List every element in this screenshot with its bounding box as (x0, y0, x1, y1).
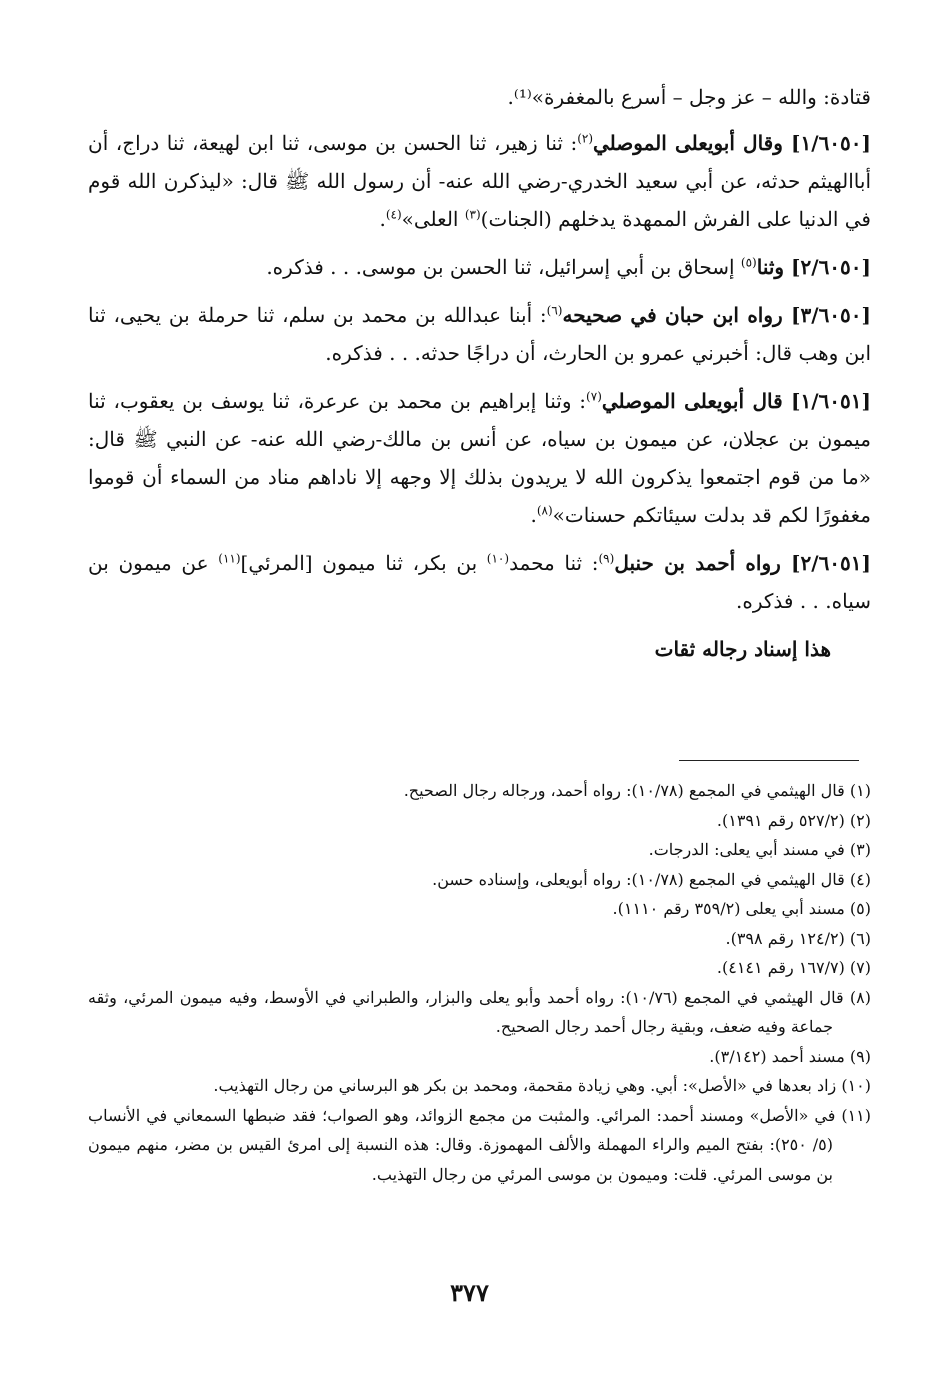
body-text: العلى» (401, 207, 465, 231)
body-text: : ثنا زهير، ثنا الحسن بن موسى، ثنا ابن لهيعة، ثنا دراج، أن أباالهيثم حدثه، عن أبي سعيد الخدري-رضي الله عنه- أن رسول الله ﷺ قال: «ليذكرن الله قوم في الدنيا على الفرش الممهدة يدخلهم (الجنات) (88, 131, 871, 231)
footnote-ref[interactable]: (٣) (464, 207, 481, 222)
footnote-ref[interactable]: (٦) (546, 303, 563, 318)
footnote-4: (٤) قال الهيثمي في المجمع (١٠/٧٨): رواه أبويعلى، وإسناده حسن. (432, 869, 871, 889)
footnote-2: (٢) (٥٢٧/٢ رقم ١٣٩١). (716, 810, 871, 830)
page-number: ٣٧٧ (450, 1278, 489, 1307)
body-text: : ثنا محمد (509, 551, 599, 575)
footnote-7: (٧) (١٦٧/٧ رقم ٤١٤١). (716, 958, 871, 977)
ref-label: [٣/٦٠٥٠] رواه ابن حبان في صحيحه (562, 303, 871, 327)
intro-text: قتادة: والله – عز وجل – أسرع بالمغفرة»⁽¹⁾. (507, 85, 871, 109)
hadith-2-6051 (88, 544, 871, 620)
footnote-8: (٨) قال الهيثمي في المجمع (١٠/٧٦): رواه أحمد وأبو يعلى والبزار، والطبراني في الأوسط، وفيه ميمون المرئي، وثقه جماعة وفيه ضعف، وبقية رجال أحمد رجال الصحيح. (88, 987, 871, 1036)
footnote-6: (٦) (١٢٤/٢ رقم ٣٩٨). (725, 928, 871, 948)
footnote-3: (٣) في مسند أبي يعلى: الدرجات. (648, 840, 871, 859)
footnote-9: (٩) مسند أحمد (٣/١٤٢). (709, 1046, 871, 1066)
footnote-ref[interactable]: (٤) (385, 207, 402, 222)
footnote-ref[interactable]: (٧) (586, 389, 602, 404)
intro-line (88, 78, 871, 116)
footnote-10: (١٠) زاد بعدها في «الأصل»: أبي. وهي زيادة مقحمة، ومحمد بن بكر هو البرساني من رجال التهذيب. (213, 1076, 871, 1095)
hadith-3-6050 (88, 296, 871, 372)
ref-label: [٢/٦٠٥٠] وثنا (756, 255, 871, 279)
footnote-11: (١١) في «الأصل» ومسند أحمد: المرائي. والمثبت من مجمع الزوائد، وهو الصواب؛ فقد ضبطها السمعاني في الأنساب (٥/ ٢٥٠): بفتح الميم والراء المهملة والألف المهموزة. وقال: هذه النسبة إلى امرئ القيس بن مضر، منهم ميمون بن موسى المرئي. قلت: وميمون بن موسى المرئي من رجال التهذيب. (88, 1105, 871, 1184)
body-text: بن بكر، ثنا ميمون [المرئي] (240, 551, 487, 575)
body-text: إسحاق بن أبي إسرائيل، ثنا الحسن بن موسى. . . فذكره. (266, 255, 741, 279)
footnote-1: (١) قال الهيثمي في المجمع (١٠/٧٨): رواه أحمد، ورجاله رجال الصحيح. (403, 781, 871, 800)
footnote-ref[interactable]: (٥) (740, 255, 757, 270)
hadith-1-6050 (88, 124, 871, 238)
footnote-ref[interactable]: (١١) (218, 551, 241, 566)
body-text: : وثنا إبراهيم بن محمد بن عرعرة، ثنا يوسف بن يعقوب، ثنا ميمون بن عجلان، عن ميمون بن سياه، عن أنس بن مالك-رضي الله عنه- عن النبي ﷺ قال: «ما من قوم اجتمعوا يذكرون الله لا يريدون بذلك إلا وجهه إلا ناداهم مناد من السماء أن قوموا مغفورًا لكم قد بدلت سيئاتكم حسنات» (88, 389, 871, 527)
footnotes (88, 776, 871, 1189)
ref-label: [١/٦٠٥١] قال أبويعلى الموصلي (601, 389, 871, 413)
ref-label: [٢/٦٠٥١] رواه أحمد بن حنبل (614, 551, 871, 575)
main-text (88, 78, 871, 668)
footnote-ref[interactable]: (١٠) (486, 551, 510, 566)
hadith-1-6051 (88, 382, 871, 534)
body-text: . (530, 503, 537, 527)
hadith-2-6050 (88, 248, 871, 286)
footnote-ref[interactable]: (٩) (598, 551, 615, 566)
footnote-divider (679, 760, 859, 761)
verdict-line: هذا إسناد رجاله ثقات (654, 637, 831, 661)
body-text: . (379, 207, 386, 231)
ref-label: [١/٦٠٥٠] وقال أبويعلى الموصلي (593, 131, 871, 155)
footnote-ref[interactable]: (٢) (577, 131, 594, 146)
footnote-5: (٥) مسند أبي يعلى (٣٥٩/٢ رقم ١١١٠). (612, 899, 871, 918)
body-text: : أبنا عبدالله بن محمد بن سلم، ثنا حرملة بن يحيى، ثنا ابن وهب قال: أخبرني عمرو بن الحارث، أن دراجًا حدثه. . . فذكره. (88, 303, 871, 365)
body-text: عن ميمون بن سياه. . . فذكره. (88, 551, 871, 613)
footnote-ref[interactable]: (٨) (536, 503, 553, 518)
